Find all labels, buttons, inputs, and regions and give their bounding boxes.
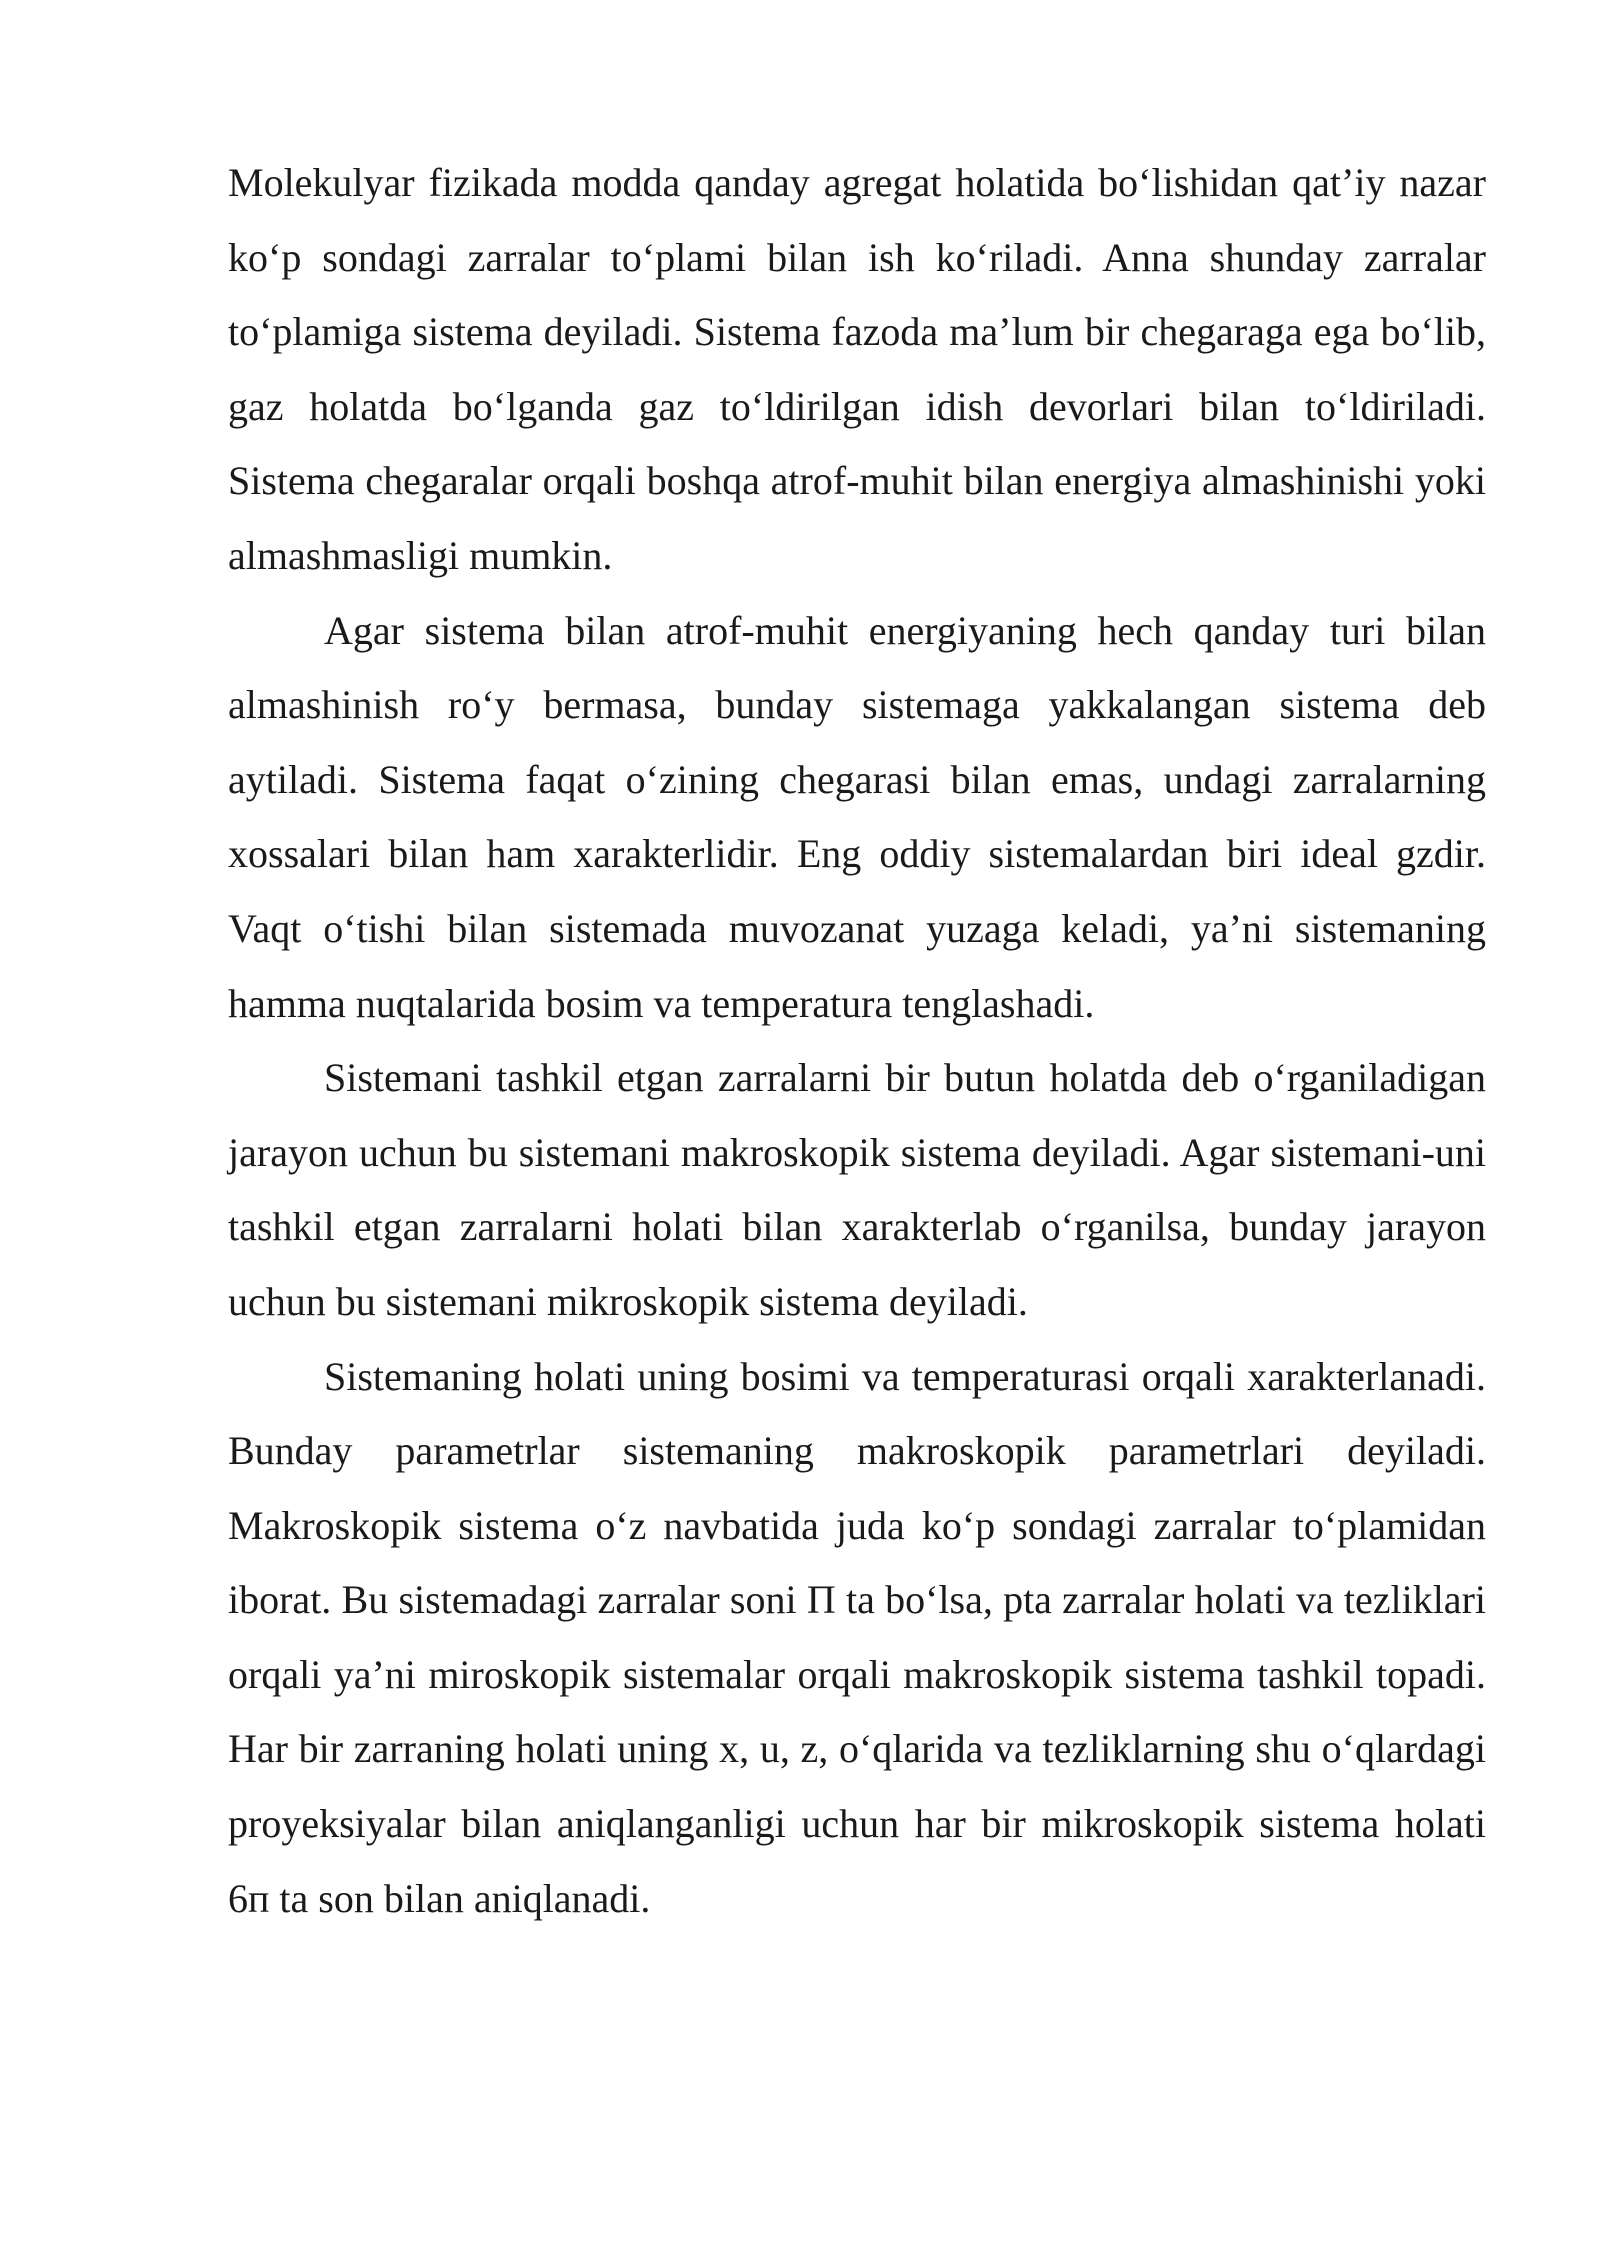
paragraph-3: Sistemani tashkil etgan zarralarni bir butun holatda deb o‘rganiladigan jarayon uchun bu sistemani makroskopik sistema deyiladi. Agar sistemani-uni tashkil etgan zarralarni holati bilan xarakterlab o‘rganilsa, bunday jarayon uchun bu sistemani mikroskopik sistema deyiladi. (228, 1055, 1486, 1324)
paragraph-4: Sistemaning holati uning bosimi va temperaturasi orqali xarakterlanadi. Bunday parametrlar sistemaning makroskopik parametrlari deyiladi. Makroskopik sistema o‘z navbatida juda ko‘p sondagi zarralar to‘plamidan iborat. Bu sistemadagi zarralar soni Π ta bo‘lsa, pta zarralar holati va tezliklari orqali ya’ni miroskopik sistemalar orqali makroskopik sistema tashkil topadi. Har bir zarraning holati uning x, u, z, o‘qlarida va tezliklarning shu o‘qlardagi proyeksiyalar bilan aniqlanganligi uchun har bir mikroskopik sistema holati 6п ta son bilan aniqlanadi. (228, 1353, 1486, 1921)
paragraph-2: Agar sistema bilan atrof-muhit energiyaning hech qanday turi bilan almashinish ro‘y bermasa, bunday sistemaga yakkalangan sistema deb aytiladi. Sistema faqat o‘zining chegarasi bilan emas, undagi zarralarning xossalari bilan ham xarakterlidir. Eng oddiy sistemalardan biri ideal gzdir. Vaqt o‘tishi bilan sistemada muvozanat yuzaga keladi, ya’ni sistemaning hamma nuqtalarida bosim va temperatura tenglashadi. (228, 607, 1486, 1026)
paragraph-1: Molekulyar fizikada modda qanday agregat holatida bo‘lishidan qat’iy nazar ko‘p sondagi zarralar to‘plami bilan ish ko‘riladi. Anna shunday zarralar to‘plamiga sistema deyiladi. Sistema fazoda ma’lum bir chegaraga ega bo‘lib, gaz holatda bo‘lganda gaz to‘ldirilgan idish devorlari bilan to‘ldiriladi. Sistema chegaralar orqali boshqa atrof-muhit bilan energiya almashinishi yoki almashmasligi mumkin. (228, 160, 1486, 578)
document-body (228, 146, 1486, 1936)
